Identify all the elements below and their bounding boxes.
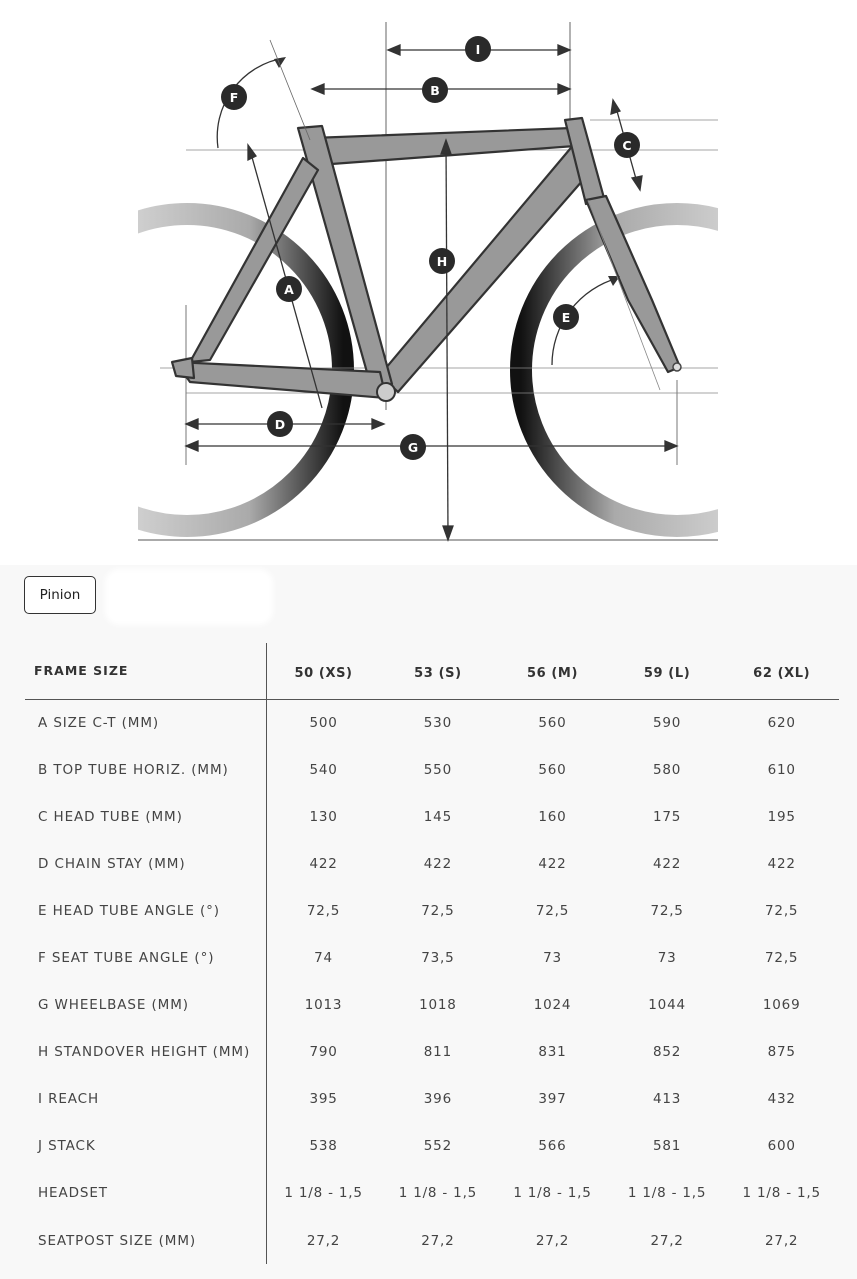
bike-frame-illustration [0, 0, 857, 565]
table-cell: 73 [543, 950, 562, 967]
table-cell: 566 [538, 1138, 567, 1155]
size-header: 59 (L) [610, 643, 725, 699]
table-cell: 422 [423, 855, 452, 872]
table-cell: 580 [652, 761, 682, 778]
table-cell: 145 [423, 808, 452, 825]
table-cell: 1 1/8 - 1,5 [398, 1185, 478, 1202]
table-cell: 560 [538, 714, 567, 731]
table-cell: 538 [309, 1138, 338, 1155]
table-cell: 560 [538, 761, 567, 778]
table-row [25, 699, 839, 746]
table-cell: 27,2 [306, 1232, 341, 1249]
size-header: 50 (XS) [266, 643, 381, 699]
table-cell: 422 [652, 855, 682, 872]
table-cell: 552 [423, 1138, 452, 1155]
frame-size-header: FRAME SIZE [25, 643, 266, 699]
svg-text:I: I [475, 42, 481, 57]
table-row [25, 793, 839, 840]
table-cell: 590 [652, 714, 682, 731]
size-header: 53 (S) [381, 643, 496, 699]
table-cell: 72,5 [765, 950, 799, 967]
geometry-diagram [0, 0, 857, 565]
row-label: B TOP TUBE HORIZ. (MM) [25, 746, 266, 793]
table-cell: 27,2 [535, 1232, 570, 1249]
row-label: F SEAT TUBE ANGLE (°) [25, 934, 266, 981]
table-cell: 1 1/8 - 1,5 [627, 1185, 707, 1202]
table-cell: 1013 [304, 997, 343, 1014]
size-header: 56 (M) [495, 643, 610, 699]
size-header: 62 (XL) [724, 643, 839, 699]
table-cell: 1018 [419, 997, 457, 1014]
table-row [25, 934, 839, 981]
row-label: G WHEELBASE (MM) [25, 982, 266, 1029]
row-label: D CHAIN STAY (MM) [25, 840, 266, 887]
table-cell: 413 [652, 1091, 682, 1108]
table-cell: 1044 [648, 997, 686, 1014]
table-cell: 27,2 [421, 1232, 455, 1249]
svg-text:F: F [229, 90, 239, 105]
table-cell: 540 [309, 761, 338, 778]
table-row [25, 1217, 839, 1264]
table-row [25, 1029, 839, 1076]
table-cell: 530 [423, 714, 452, 731]
bottom-bracket [377, 383, 395, 401]
table-cell: 600 [767, 1138, 796, 1155]
table-cell: 72,5 [535, 902, 570, 919]
table-cell: 620 [767, 714, 796, 731]
svg-text:H: H [436, 254, 448, 269]
table-cell: 550 [423, 761, 452, 778]
table-cell: 73 [657, 950, 677, 967]
row-label: I REACH [25, 1076, 266, 1123]
row-label: A SIZE C-T (MM) [25, 699, 266, 746]
table-cell: 500 [309, 714, 338, 731]
table-cell: 1 1/8 - 1,5 [284, 1185, 363, 1202]
row-label: C HEAD TUBE (MM) [25, 793, 266, 840]
table-cell: 422 [309, 855, 338, 872]
row-label: J STACK [25, 1123, 266, 1170]
table-cell: 396 [423, 1091, 452, 1108]
table-cell: 72,5 [650, 902, 684, 919]
table-cell: 790 [309, 1044, 338, 1061]
tab-pinion[interactable]: Pinion [24, 576, 96, 614]
table-cell: 74 [314, 950, 333, 967]
geometry-section [0, 565, 857, 1279]
table-cell: 73,5 [421, 950, 455, 967]
table-cell: 811 [423, 1044, 452, 1061]
table-row [25, 840, 839, 887]
table-cell: 27,2 [765, 1232, 799, 1249]
geometry-table [25, 643, 839, 1264]
table-row [25, 887, 839, 934]
table-cell: 395 [309, 1091, 338, 1108]
row-label: E HEAD TUBE ANGLE (°) [25, 887, 266, 934]
blank-tab-area [105, 569, 273, 625]
table-cell: 72,5 [421, 902, 455, 919]
svg-text:C: C [622, 138, 632, 153]
table-cell: 1069 [762, 997, 801, 1014]
table-cell: 831 [538, 1044, 567, 1061]
table-cell: 27,2 [650, 1232, 684, 1249]
table-cell: 72,5 [306, 902, 341, 919]
table-cell: 72,5 [765, 902, 799, 919]
table-row [25, 1170, 839, 1217]
svg-text:A: A [284, 282, 294, 297]
table-cell: 130 [309, 808, 338, 825]
table-header-row [25, 643, 839, 699]
table-cell: 581 [652, 1138, 682, 1155]
table-cell: 610 [767, 761, 796, 778]
table-cell: 1 1/8 - 1,5 [742, 1185, 821, 1202]
table-cell: 875 [767, 1044, 796, 1061]
table-row [25, 982, 839, 1029]
row-label: H STANDOVER HEIGHT (MM) [25, 1029, 266, 1076]
row-label: SEATPOST SIZE (MM) [25, 1217, 266, 1264]
row-label: HEADSET [25, 1170, 266, 1217]
table-cell: 1024 [533, 997, 572, 1014]
table-cell: 432 [767, 1091, 796, 1108]
table-cell: 852 [652, 1044, 682, 1061]
table-cell: 175 [652, 808, 682, 825]
table-row [25, 746, 839, 793]
table-cell: 397 [538, 1091, 567, 1108]
svg-text:E: E [561, 310, 571, 325]
svg-text:G: G [407, 440, 419, 455]
table-row [25, 1076, 839, 1123]
svg-text:D: D [274, 417, 286, 432]
table-cell: 422 [767, 855, 796, 872]
table-cell: 1 1/8 - 1,5 [513, 1185, 592, 1202]
svg-text:B: B [430, 83, 440, 98]
table-cell: 422 [538, 855, 567, 872]
table-row [25, 1123, 839, 1170]
table-cell: 195 [767, 808, 796, 825]
table-cell: 160 [538, 808, 567, 825]
table-body [25, 699, 839, 1264]
